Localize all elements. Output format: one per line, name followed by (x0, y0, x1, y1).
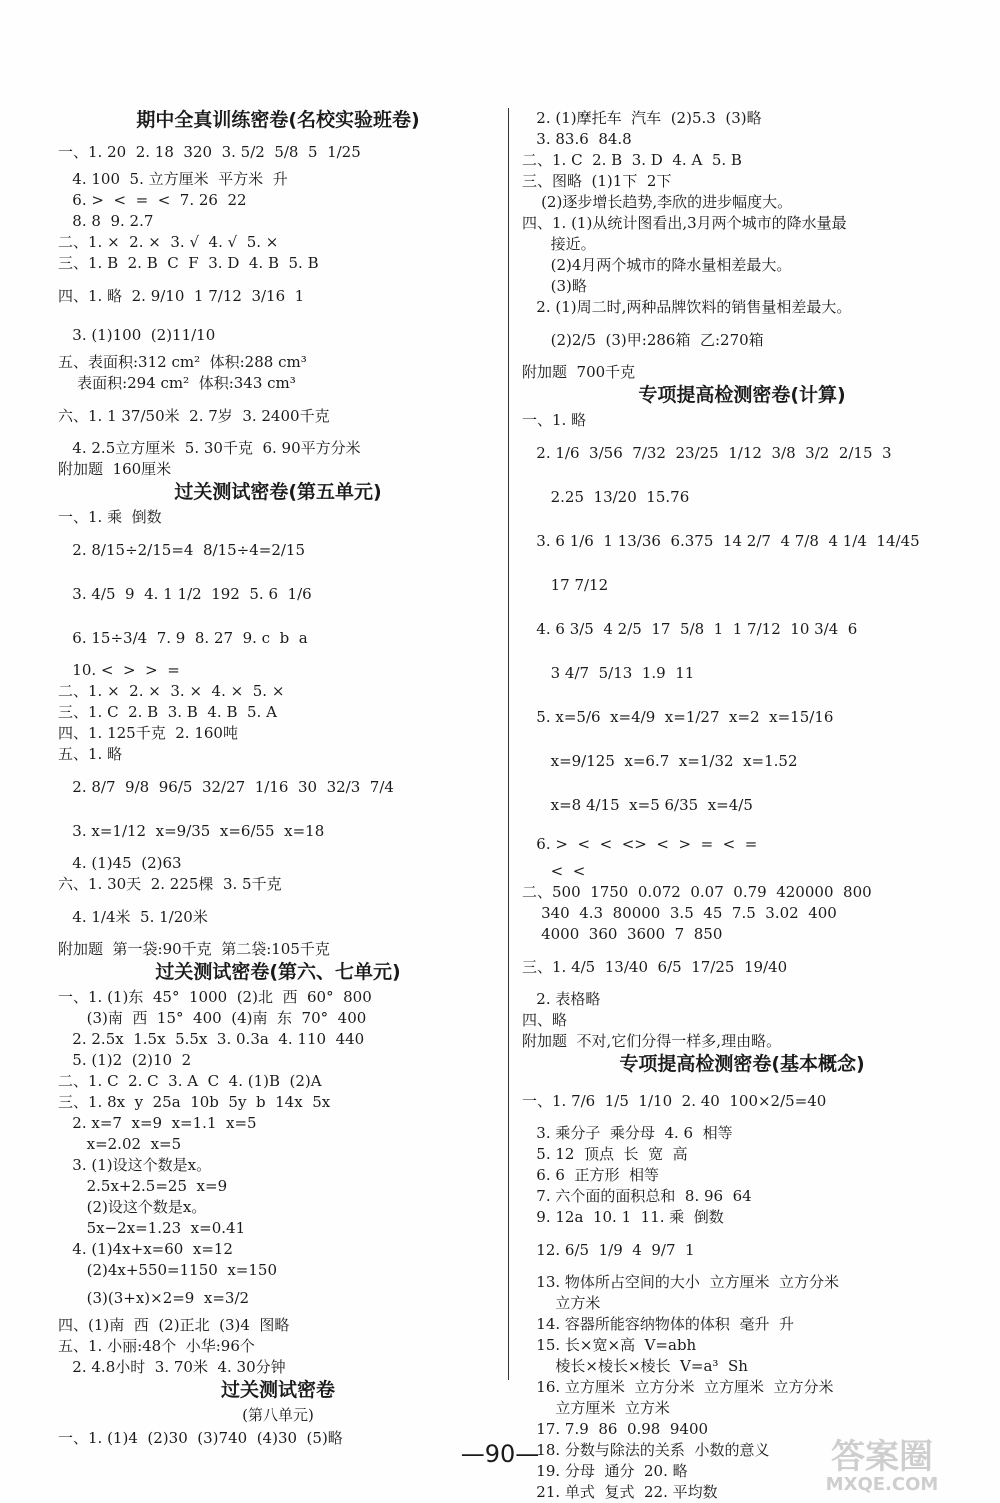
section-title-midterm: 期中全真训练密卷(名校实验班卷) (136, 109, 420, 131)
answer-line: 2. (1)摩托车 汽车 (2)5.3 (3)略 (522, 109, 762, 127)
answer-line: 3. 6 1/6 1 13/36 6.375 14 2/7 4 7/8 4 1/4 14/45 (522, 532, 920, 550)
answer-line: 表面积:294 cm² 体积:343 cm³ (58, 374, 296, 392)
section-unit6-7-answers (58, 987, 498, 1378)
answer-line: 二、1. × 2. × 3. √ 4. √ 5. × (58, 233, 279, 251)
answer-line: 2. 4.8小时 3. 70米 4. 30分钟 (58, 1358, 286, 1376)
answer-line: 7. 六个面的面积总和 8. 96 64 (522, 1187, 752, 1205)
answer-line: 三、1. B 2. B C F 3. D 4. B 5. B (58, 254, 319, 272)
section-calculation-answers (522, 410, 962, 1052)
answer-line: 21. 单式 复式 22. 平均数 (522, 1483, 718, 1501)
answer-line: x=9/125 x=6.7 x=1/32 x=1.52 (522, 752, 798, 770)
answer-line: 10. < > > = (58, 661, 180, 679)
section-title-basic-concepts: 专项提高检测密卷(基本概念) (619, 1053, 865, 1075)
answer-line: 8. 8 9. 2.7 (58, 212, 154, 230)
answer-line: 5x−2x=1.23 x=0.41 (58, 1219, 246, 1237)
answer-line: 二、1. C 2. B 3. D 4. A 5. B (522, 151, 742, 169)
answer-line: 四、1. 125千克 2. 160吨 (58, 724, 238, 742)
answer-line: 附加题 160厘米 (58, 460, 172, 478)
right-column (522, 108, 962, 1503)
answer-line: 12. 6/5 1/9 4 9/7 1 (522, 1241, 695, 1259)
answer-line: 19. 分母 通分 20. 略 (522, 1462, 688, 1480)
answer-line: 2. 1/6 3/56 7/32 23/25 1/12 3/8 3/2 2/15 3 (522, 444, 892, 462)
answer-line: 3 4/7 5/13 1.9 11 (522, 664, 695, 682)
answer-line: 3. x=1/12 x=9/35 x=6/55 x=18 (58, 822, 325, 840)
answer-line: x=8 4/15 x=5 6/35 x=4/5 (522, 796, 753, 814)
answer-line: 18. 分数与除法的关系 小数的意义 (522, 1441, 770, 1459)
answer-line: 3. (1)100 (2)11/10 (58, 326, 216, 344)
answer-line: 4. 6 3/5 4 2/5 17 5/8 1 1 7/12 10 3/4 6 (522, 620, 858, 638)
section-midterm-answers (58, 135, 498, 480)
answer-line: 4. (1)45 (2)63 (58, 854, 182, 872)
section-continued-answers (522, 108, 962, 383)
section-title-calculation: 专项提高检测密卷(计算) (638, 384, 846, 406)
answer-line: 棱长×棱长×棱长 V=a³ Sh (522, 1357, 748, 1375)
answer-line: 三、1. 8x y 25a 10b 5y b 14x 5x (58, 1093, 331, 1111)
answer-line: 17. 7.9 86 0.98 9400 (522, 1420, 709, 1438)
answer-line: 一、1. (1)4 (2)30 (3)740 (4)30 (5)略 (58, 1429, 343, 1447)
answer-line: 16. 立方厘米 立方分米 立方厘米 立方分米 (522, 1378, 834, 1396)
answer-line: 六、1. 1 37/50米 2. 7岁 3. 2400千克 (58, 407, 330, 425)
left-column (58, 108, 498, 1449)
watermark-text: 答案圈 (831, 1437, 933, 1477)
answer-line: 6. 15÷3/4 7. 9 8. 27 9. c b a (58, 629, 308, 647)
answer-line: 4. (1)4x+x=60 x=12 (58, 1240, 233, 1258)
answer-line: (2)逐步增长趋势,李欣的进步幅度大。 (522, 193, 793, 211)
answer-line: 一、1. 乘 倒数 (58, 508, 162, 526)
watermark-logo (782, 1430, 982, 1494)
answer-line: 3. 乘分子 乘分母 4. 6 相等 (522, 1124, 733, 1142)
answer-line: 14. 容器所能容纳物体的体积 毫升 升 (522, 1315, 795, 1333)
section-title-unit5: 过关测试密卷(第五单元) (174, 481, 382, 503)
column-divider (508, 108, 509, 1380)
section-subtitle-unit8: (第八单元) (242, 1406, 314, 1424)
answer-line: 9. 12a 10. 1 11. 乘 倒数 (522, 1208, 724, 1226)
answer-line: 4. 2.5立方厘米 5. 30千克 6. 90平方分米 (58, 439, 361, 457)
answer-line: 6. > < < <> < > = < = (522, 835, 758, 853)
answer-line: 立方厘米 立方米 (522, 1399, 670, 1417)
answer-line: 附加题 不对,它们分得一样多,理由略。 (522, 1032, 782, 1050)
answer-line: 五、1. 小丽:48个 小华:96个 (58, 1337, 255, 1355)
answer-line: 三、1. 4/5 13/40 6/5 17/25 19/40 (522, 958, 788, 976)
answer-line: 2.25 13/20 15.76 (522, 488, 690, 506)
section-title-unit8: 过关测试密卷 (220, 1379, 335, 1401)
answer-line: 6. > < = < 7. 26 22 (58, 191, 247, 209)
answer-line: (2)设这个数是x。 (58, 1198, 207, 1216)
answer-line: 13. 物体所占空间的大小 立方厘米 立方分米 (522, 1273, 840, 1291)
answer-line: 6. 6 正方形 相等 (522, 1166, 660, 1184)
section-title-unit6-7: 过关测试密卷(第六、七单元) (155, 961, 401, 983)
answer-line: 四、1. (1)从统计图看出,3月两个城市的降水量最 (522, 214, 847, 232)
answer-line: 接近。 (522, 235, 596, 253)
answer-line: 15. 长×宽×高 V=abh (522, 1336, 697, 1354)
answer-line: 3. 83.6 84.8 (522, 130, 632, 148)
answer-line: 二、1. C 2. C 3. A C 4. (1)B (2)A (58, 1072, 322, 1090)
answer-line: 附加题 700千克 (522, 363, 636, 381)
answer-line: 5. 12 顶点 长 宽 高 (522, 1145, 688, 1163)
answer-line: 3. (1)设这个数是x。 (58, 1156, 212, 1174)
answer-line: 4000 360 3600 7 850 (522, 925, 723, 943)
answer-line: 一、1. 7/6 1/5 1/10 2. 40 100×2/5=40 (522, 1092, 827, 1110)
section-unit5-answers (58, 507, 498, 960)
answer-line: 5. (1)2 (2)10 2 (58, 1051, 192, 1069)
answer-line: 三、图略 (1)1下 2下 (522, 172, 672, 190)
answer-line: 2. x=7 x=9 x=1.1 x=5 (58, 1114, 257, 1132)
answer-line: 四、(1)南 西 (2)正北 (3)4 图略 (58, 1316, 290, 1334)
answer-line: 3. 4/5 9 4. 1 1/2 192 5. 6 1/6 (58, 585, 312, 603)
answer-line: 一、1. 略 (522, 411, 587, 429)
answer-line: 四、1. 略 2. 9/10 1 7/12 3/16 1 (58, 287, 305, 305)
answer-line: x=2.02 x=5 (58, 1135, 182, 1153)
answer-line: 5. x=5/6 x=4/9 x=1/27 x=2 x=15/16 (522, 708, 834, 726)
answer-line: (3)略 (522, 277, 587, 295)
answer-line: (2)4x+550=1150 x=150 (58, 1261, 277, 1279)
answer-line: 六、1. 30天 2. 225棵 3. 5千克 (58, 875, 282, 893)
answer-line: 五、1. 略 (58, 745, 123, 763)
answer-line: 2. 2.5x 1.5x 5.5x 3. 0.3a 4. 110 440 (58, 1030, 365, 1048)
answer-line: 2. 表格略 (522, 990, 601, 1008)
answer-line: 4. 1/4米 5. 1/20米 (58, 908, 208, 926)
answer-line: 17 7/12 (522, 576, 609, 594)
page-number: —90— (460, 1440, 540, 1468)
answer-line: 立方米 (522, 1294, 601, 1312)
watermark-url: MXQE.COM (825, 1474, 939, 1494)
answer-line: (3)南 西 15° 400 (4)南 东 70° 400 (58, 1009, 367, 1027)
answer-line: 三、1. C 2. B 3. B 4. B 5. A (58, 703, 277, 721)
answer-line: 附加题 第一袋:90千克 第二袋:105千克 (58, 940, 330, 958)
answer-line: 2. (1)周二时,两种品牌饮料的销售量相差最大。 (522, 298, 852, 316)
answer-line: (3)(3+x)×2=9 x=3/2 (58, 1289, 250, 1307)
answer-line: 二、500 1750 0.072 0.07 0.79 420000 800 (522, 883, 872, 901)
answer-line: 一、1. (1)东 45° 1000 (2)北 西 60° 800 (58, 988, 372, 1006)
answer-line: 340 4.3 80000 3.5 45 7.5 3.02 400 (522, 904, 837, 922)
answer-line: 二、1. × 2. × 3. × 4. × 5. × (58, 682, 285, 700)
answer-line: 2.5x+2.5=25 x=9 (58, 1177, 228, 1195)
answer-line: (2)4月两个城市的降水量相差最大。 (522, 256, 792, 274)
answer-line: < < (522, 862, 586, 880)
answer-line: 五、表面积:312 cm² 体积:288 cm³ (58, 353, 307, 371)
answer-line: (2)2/5 (3)甲:286箱 乙:270箱 (522, 331, 764, 349)
answer-line: 2. 8/15÷2/15=4 8/15÷4=2/15 (58, 541, 306, 559)
answer-line: 一、1. 20 2. 18 320 3. 5/2 5/8 5 1/25 (58, 143, 361, 161)
answer-line: 4. 100 5. 立方厘米 平方米 升 (58, 170, 288, 188)
answer-line: 四、略 (522, 1011, 568, 1029)
answer-line: 2. 8/7 9/8 96/5 32/27 1/16 30 32/3 7/4 (58, 778, 394, 796)
